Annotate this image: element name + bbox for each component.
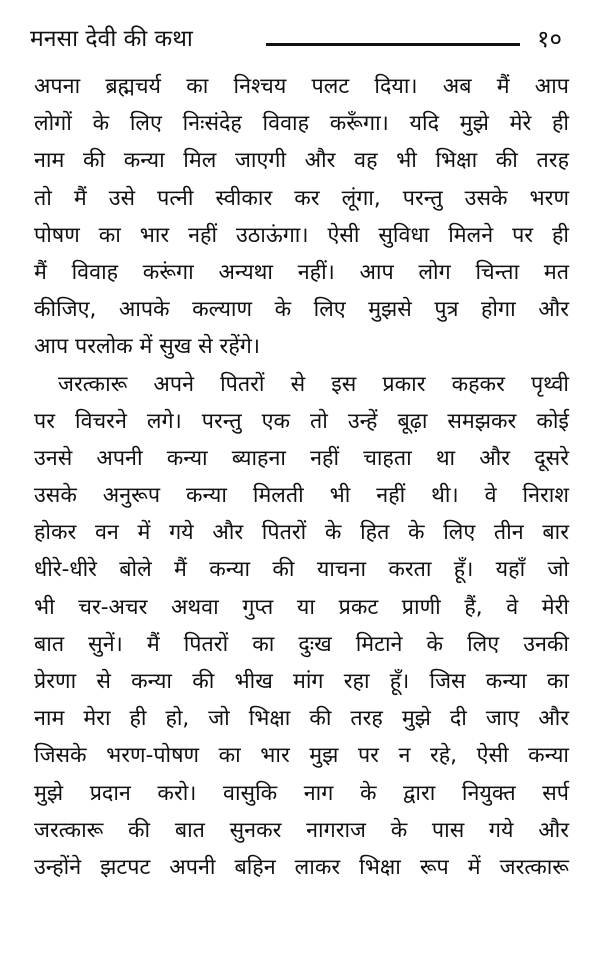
- text-line: नाम मेरा ही हो, जो भिक्षा की तरह मुझे दी जाए और: [34, 706, 569, 732]
- text-line: जिसके भरण-पोषण का भार मुझ पर न रहे, ऐसी कन्या: [34, 743, 569, 769]
- page-body: [34, 68, 569, 886]
- text-line: पोषण का भार नहीं उठाऊंगा। ऐसी सुविधा मिलने पर ही: [34, 222, 569, 248]
- header-rule: [266, 43, 520, 46]
- text-line: आप परलोक में सुख से रहेंगे।: [34, 334, 260, 360]
- chapter-title: मनसा देवी की कथा: [30, 26, 193, 52]
- text-line: होकर वन में गये और पितरों के हित के लिए तीन बार: [34, 520, 569, 546]
- page-header: [30, 16, 570, 58]
- text-line: प्रेरणा से कन्या की भीख मांग रहा हूँ। जिस कन्या का: [34, 669, 569, 694]
- text-line: कीजिए, आपके कल्याण के लिए मुझसे पुत्र होगा और: [34, 297, 569, 323]
- text-line: नाम की कन्या मिल जाएगी और वह भी भिक्षा की तरह: [34, 148, 569, 174]
- text-line: अपना ब्रह्मचर्य का निश्चय पलट दिया। अब मैं आप: [34, 74, 569, 99]
- text-line: पर विचरने लगे। परन्तु एक तो उन्हें बूढ़ा समझकर कोई: [34, 408, 569, 434]
- text-line: धीरे-धीरे बोले मैं कन्या की याचना करता हूँ। यहाँ जो: [34, 557, 569, 583]
- paragraph-1: [34, 68, 569, 366]
- text-line: बात सुनें। मैं पितरों का दुःख मिटाने के लिए उनकी: [34, 631, 569, 657]
- text-line: उन्होंने झटपट अपनी बहिन लाकर भिक्षा रूप में जरत्कारू: [34, 854, 569, 880]
- text-line: उसके अनुरूप कन्या मिलती भी नहीं थी। वे निराश: [34, 483, 569, 509]
- text-line: भी चर-अचर अथवा गुप्त या प्रकट प्राणी हैं, वे मेरी: [34, 594, 569, 620]
- text-line: तो मैं उसे पत्नी स्वीकार कर लूंगा, परन्तु उसके भरण: [34, 185, 569, 211]
- paragraph-2: [34, 366, 569, 887]
- text-line: लोगों के लिए निःसंदेह विवाह करूँगा। यदि मुझे मेरे ही: [34, 111, 569, 137]
- text-line: जरत्कारू अपने पितरों से इस प्रकार कहकर पृथ्वी: [58, 371, 569, 397]
- text-line: उनसे अपनी कन्या ब्याहना नहीं चाहता था और दूसरे: [34, 445, 569, 471]
- text-line: जरत्कारू की बात सुनकर नागराज के पास गये और: [34, 817, 569, 843]
- page-number: १०: [537, 25, 562, 53]
- text-line: मुझे प्रदान करो। वासुकि नाग के द्वारा नियुक्त सर्प: [34, 780, 569, 806]
- text-line: मैं विवाह करूंगा अन्यथा नहीं। आप लोग चिन्ता मत: [34, 259, 569, 285]
